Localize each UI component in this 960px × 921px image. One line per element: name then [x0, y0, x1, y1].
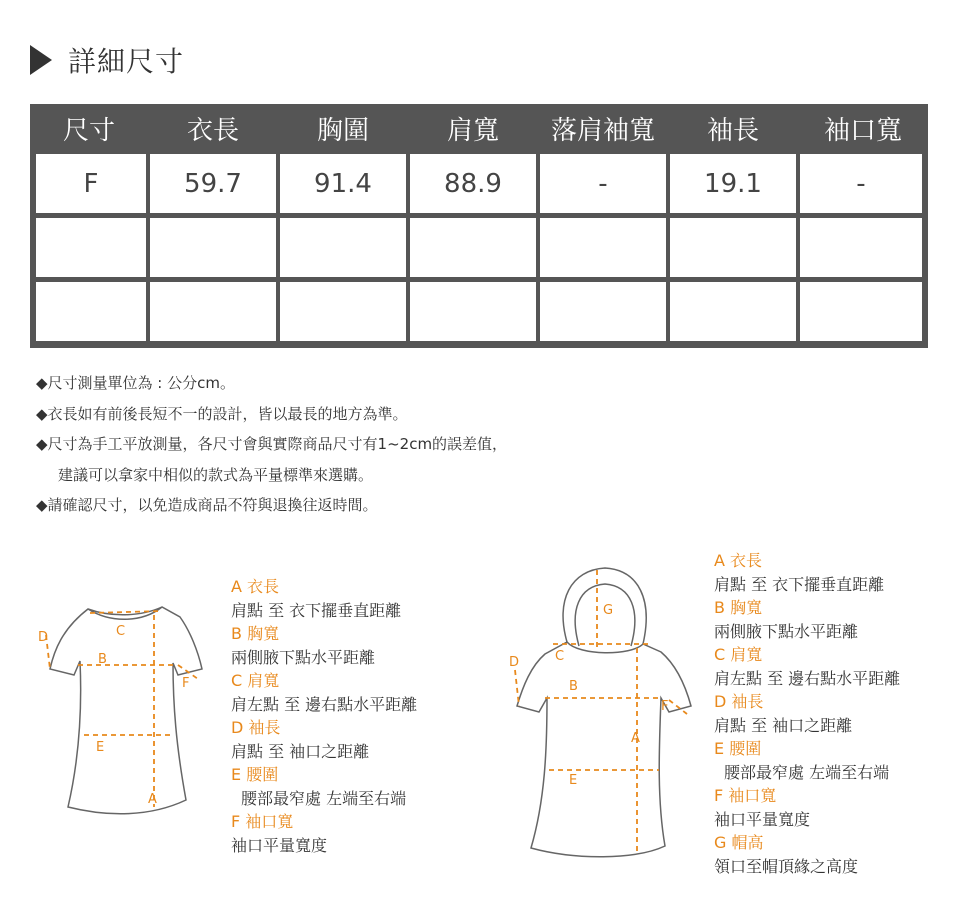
- legend-desc: 肩點 至 衣下擺垂直距離: [231, 600, 402, 620]
- header-cuff: 袖口寬: [823, 115, 902, 146]
- table-cell: [540, 218, 666, 277]
- header-length: 衣長: [186, 115, 239, 146]
- note-line: ◆請確認尺寸，以免造成商品不符與退換往返時間。: [36, 496, 378, 514]
- legend-desc: 袖口平量寬度: [231, 835, 328, 855]
- table-cell: [280, 218, 406, 277]
- legend-desc: 肩點 至 袖口之距離: [231, 741, 370, 761]
- legend-key: D 袖長: [231, 718, 281, 737]
- hoodie-outline: [517, 642, 691, 857]
- legend-key: F 袖口寬: [231, 812, 294, 831]
- legend-key: A 衣長: [231, 577, 280, 596]
- legend-desc: 肩點 至 袖口之距離: [714, 715, 853, 735]
- label-b: B: [569, 679, 578, 694]
- section-title: [30, 40, 184, 80]
- table-cell: 91.4: [280, 154, 406, 213]
- table-cell: F: [36, 154, 146, 213]
- legend-key: G 帽高: [714, 833, 764, 852]
- table-cell: [670, 282, 796, 341]
- legend-key: F 袖口寬: [714, 786, 777, 805]
- label-d: D: [509, 655, 520, 670]
- triangle-bullet-icon: [30, 45, 52, 75]
- table-cell: [410, 282, 536, 341]
- header-size: 尺寸: [62, 115, 115, 146]
- table-cell: [280, 282, 406, 341]
- table-cell: [36, 218, 146, 277]
- label-c: C: [555, 649, 565, 664]
- table-cell: -: [800, 154, 922, 213]
- table-cell: -: [540, 154, 666, 213]
- legend-desc: 肩左點 至 邊右點水平距離: [714, 668, 901, 688]
- legend-desc: 腰部最窄處 左端至右端: [724, 762, 890, 782]
- legend-desc: 肩左點 至 邊右點水平距離: [231, 694, 418, 714]
- note-line: 建議可以拿家中相似的款式為平量標準來選購。: [58, 465, 374, 484]
- table-cell: [670, 218, 796, 277]
- tshirt-diagram: [30, 595, 230, 835]
- note-line: ◆尺寸測量單位為 : 公分cm。: [36, 374, 235, 392]
- legend-desc: 領口至帽頂緣之高度: [714, 856, 859, 876]
- label-b: B: [98, 652, 107, 667]
- label-a: A: [148, 792, 157, 807]
- note-line: ◆衣長如有前後長短不一的設計，皆以最長的地方為準。: [36, 404, 408, 423]
- header-drop-sleeve: 落肩袖寬: [550, 115, 655, 146]
- measurement-notes: [36, 368, 507, 521]
- label-e: E: [569, 773, 578, 788]
- table-cell: [800, 218, 922, 277]
- size-table: [30, 104, 928, 348]
- hoodie-diagram: [505, 560, 705, 860]
- table-cell: 88.9: [410, 154, 536, 213]
- legend-desc: 兩側腋下點水平距離: [231, 647, 376, 667]
- label-g: G: [603, 603, 614, 618]
- left-legend: [231, 575, 417, 857]
- table-cell: [410, 218, 536, 277]
- legend-key: A 衣長: [714, 551, 763, 570]
- table-cell: 59.7: [150, 154, 276, 213]
- right-legend: [714, 549, 900, 878]
- legend-desc: 肩點 至 衣下擺垂直距離: [714, 574, 885, 594]
- legend-key: E 腰圍: [231, 765, 279, 784]
- header-shoulder: 肩寬: [446, 115, 499, 146]
- table-cell: [150, 282, 276, 341]
- table-cell: [800, 282, 922, 341]
- page-title: 詳細尺寸: [68, 45, 185, 78]
- legend-key: C 肩寬: [231, 671, 280, 690]
- label-d: D: [38, 630, 49, 645]
- label-a: A: [631, 731, 640, 746]
- label-e: E: [96, 740, 105, 755]
- table-cell: 19.1: [670, 154, 796, 213]
- legend-desc: 腰部最窄處 左端至右端: [241, 788, 407, 808]
- legend-key: C 肩寬: [714, 645, 763, 664]
- legend-desc: 兩側腋下點水平距離: [714, 621, 859, 641]
- header-sleeve-length: 袖長: [706, 115, 759, 146]
- legend-key: B 胸寬: [231, 624, 280, 643]
- table-cell: [540, 282, 666, 341]
- table-cell: [150, 218, 276, 277]
- tshirt-outline: [50, 607, 202, 814]
- note-line: ◆尺寸為手工平放測量，各尺寸會與實際商品尺寸有1~2cm的誤差值，: [36, 435, 508, 453]
- legend-desc: 袖口平量寬度: [714, 809, 811, 829]
- legend-key: B 胸寬: [714, 598, 763, 617]
- table-cell: [36, 282, 146, 341]
- header-chest: 胸圍: [316, 115, 369, 146]
- legend-key: D 袖長: [714, 692, 764, 711]
- label-f: F: [661, 699, 669, 714]
- label-c: C: [116, 624, 126, 639]
- legend-key: E 腰圍: [714, 739, 762, 758]
- label-f: F: [182, 676, 190, 691]
